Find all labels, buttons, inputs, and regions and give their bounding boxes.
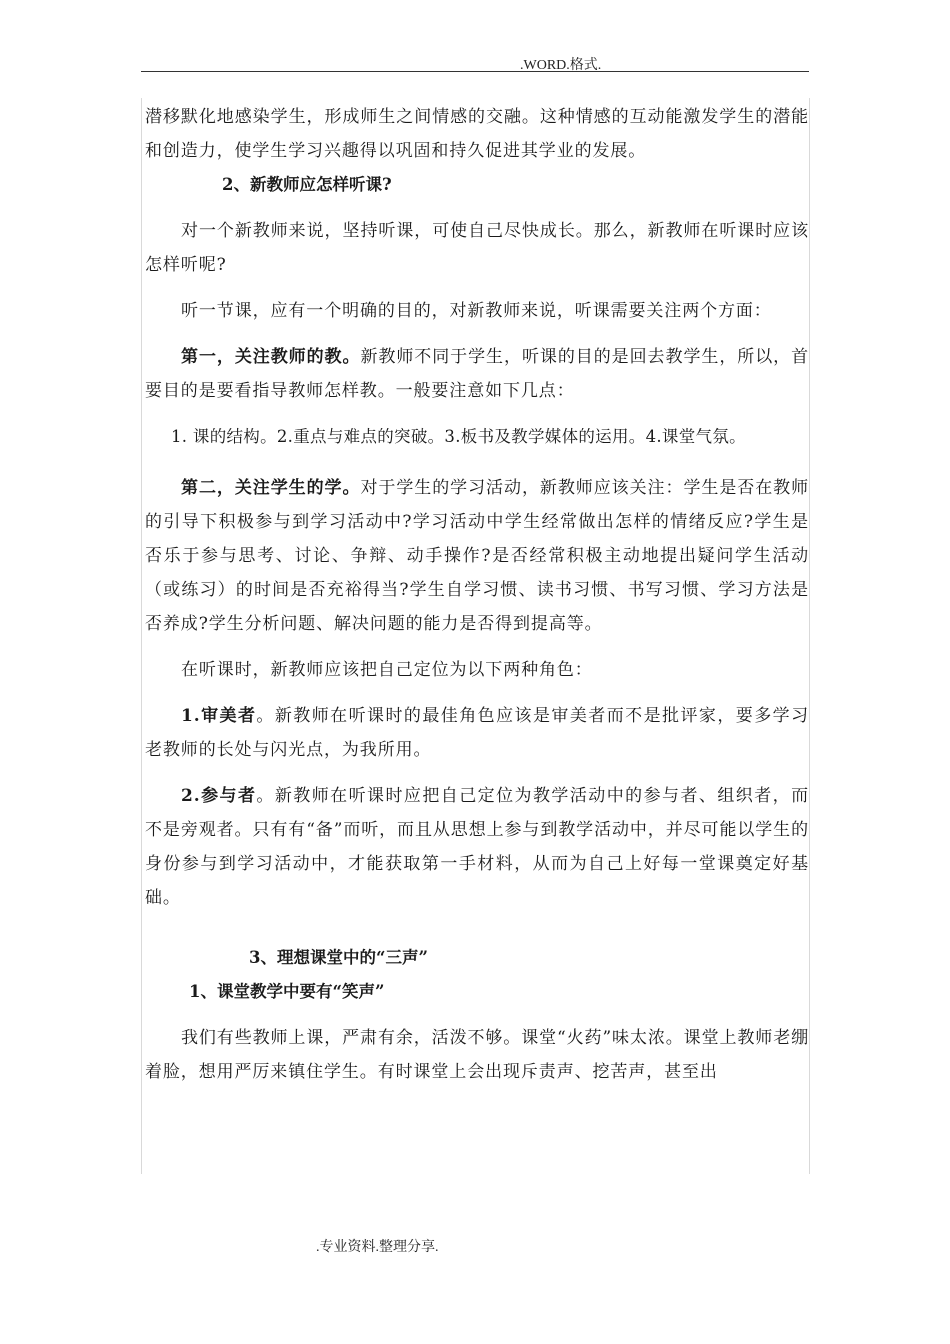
paragraph-focus-teacher (145, 340, 809, 408)
page-footer-text: .专业资料.整理分享. (316, 1240, 439, 1255)
paragraph-continuation: 潜移默化地感染学生，形成师生之间情感的交融。这种情感的互动能激发学生的潜能和创造力，使学生学习兴趣得以巩固和持久促进其学业的发展。 (145, 107, 809, 161)
role-participant-label: 2.参与者 (181, 785, 257, 806)
document-body (145, 100, 809, 1089)
focus-teacher-text: 新教师不同于学生，听课的目的是回去教学生，所以，首要目的是要看指导教师怎样教。一般要注意如下几点： (145, 347, 810, 401)
subheading-laughter: 1、课堂教学中要有“笑声” (189, 981, 385, 1001)
paragraph-focus-student (145, 471, 809, 641)
paragraph-role-appreciator (145, 699, 809, 767)
left-border-line (141, 98, 142, 1174)
focus-teacher-label: 第一，关注教师的教。 (181, 347, 361, 367)
paragraph-intro: 对一个新教师来说，坚持听课，可使自己尽快成长。那么，新教师在听课时应该怎样听呢? (145, 221, 809, 275)
right-border-line (809, 98, 810, 1174)
focus-student-label: 第二，关注学生的学。 (181, 477, 361, 498)
role-appreciator-text: 。新教师在听课时的最佳角色应该是审美者而不是批评家，要多学习老教师的长处与闪光点，为我所用。 (145, 705, 810, 760)
paragraph-roles-intro: 在听课时，新教师应该把自己定位为以下两种角色： (181, 659, 593, 680)
numbered-points-line: 1. 课的结构。2.重点与难点的突破。3.板书及教学媒体的运用。4.课堂气氛。 (171, 427, 746, 446)
role-appreciator-label: 1.审美者 (181, 705, 257, 726)
focus-student-text: 对于学生的学习活动，新教师应该关注：学生是否在教师的引导下积极参与到学习活动中?学习活动中学生经常做出怎样的情绪反应?学生是否乐于参与思考、讨论、争辩、动手操作?是否经常积极主动地提出疑问学生活动（或练习）的时间是否充裕得当?学生自学习惯、读书习惯、书写习惯、学习方法是否养成?学生分析问题、解决问题的能力是否得到提高等。 (145, 477, 810, 634)
section-heading-3: 3、理想课堂中的“三声” (249, 947, 428, 967)
section-heading-2: 2、新教师应怎样听课? (222, 175, 392, 194)
header-rule (141, 71, 809, 72)
role-participant-text: 。新教师在听课时应把自己定位为教学活动中的参与者、组织者，而不是旁观者。只有有“备”而听，而且从思想上参与到教学活动中，并尽可能以学生的身份参与到学习活动中，才能获取第一手材料，从而为自己上好每一堂课奠定好基础。 (145, 785, 810, 908)
paragraph-purpose: 听一节课，应有一个明确的目的，对新教师来说，听课需要关注两个方面： (181, 301, 772, 321)
paragraph-role-participant (145, 779, 809, 915)
page-header-text: .WORD.格式. (520, 58, 602, 73)
paragraph-laughter: 我们有些教师上课，严肃有余，活泼不够。课堂“火药”味太浓。课堂上教师老绷着脸，想用严厉来镇住学生。有时课堂上会出现斥责声、挖苦声，甚至出 (145, 1027, 809, 1082)
